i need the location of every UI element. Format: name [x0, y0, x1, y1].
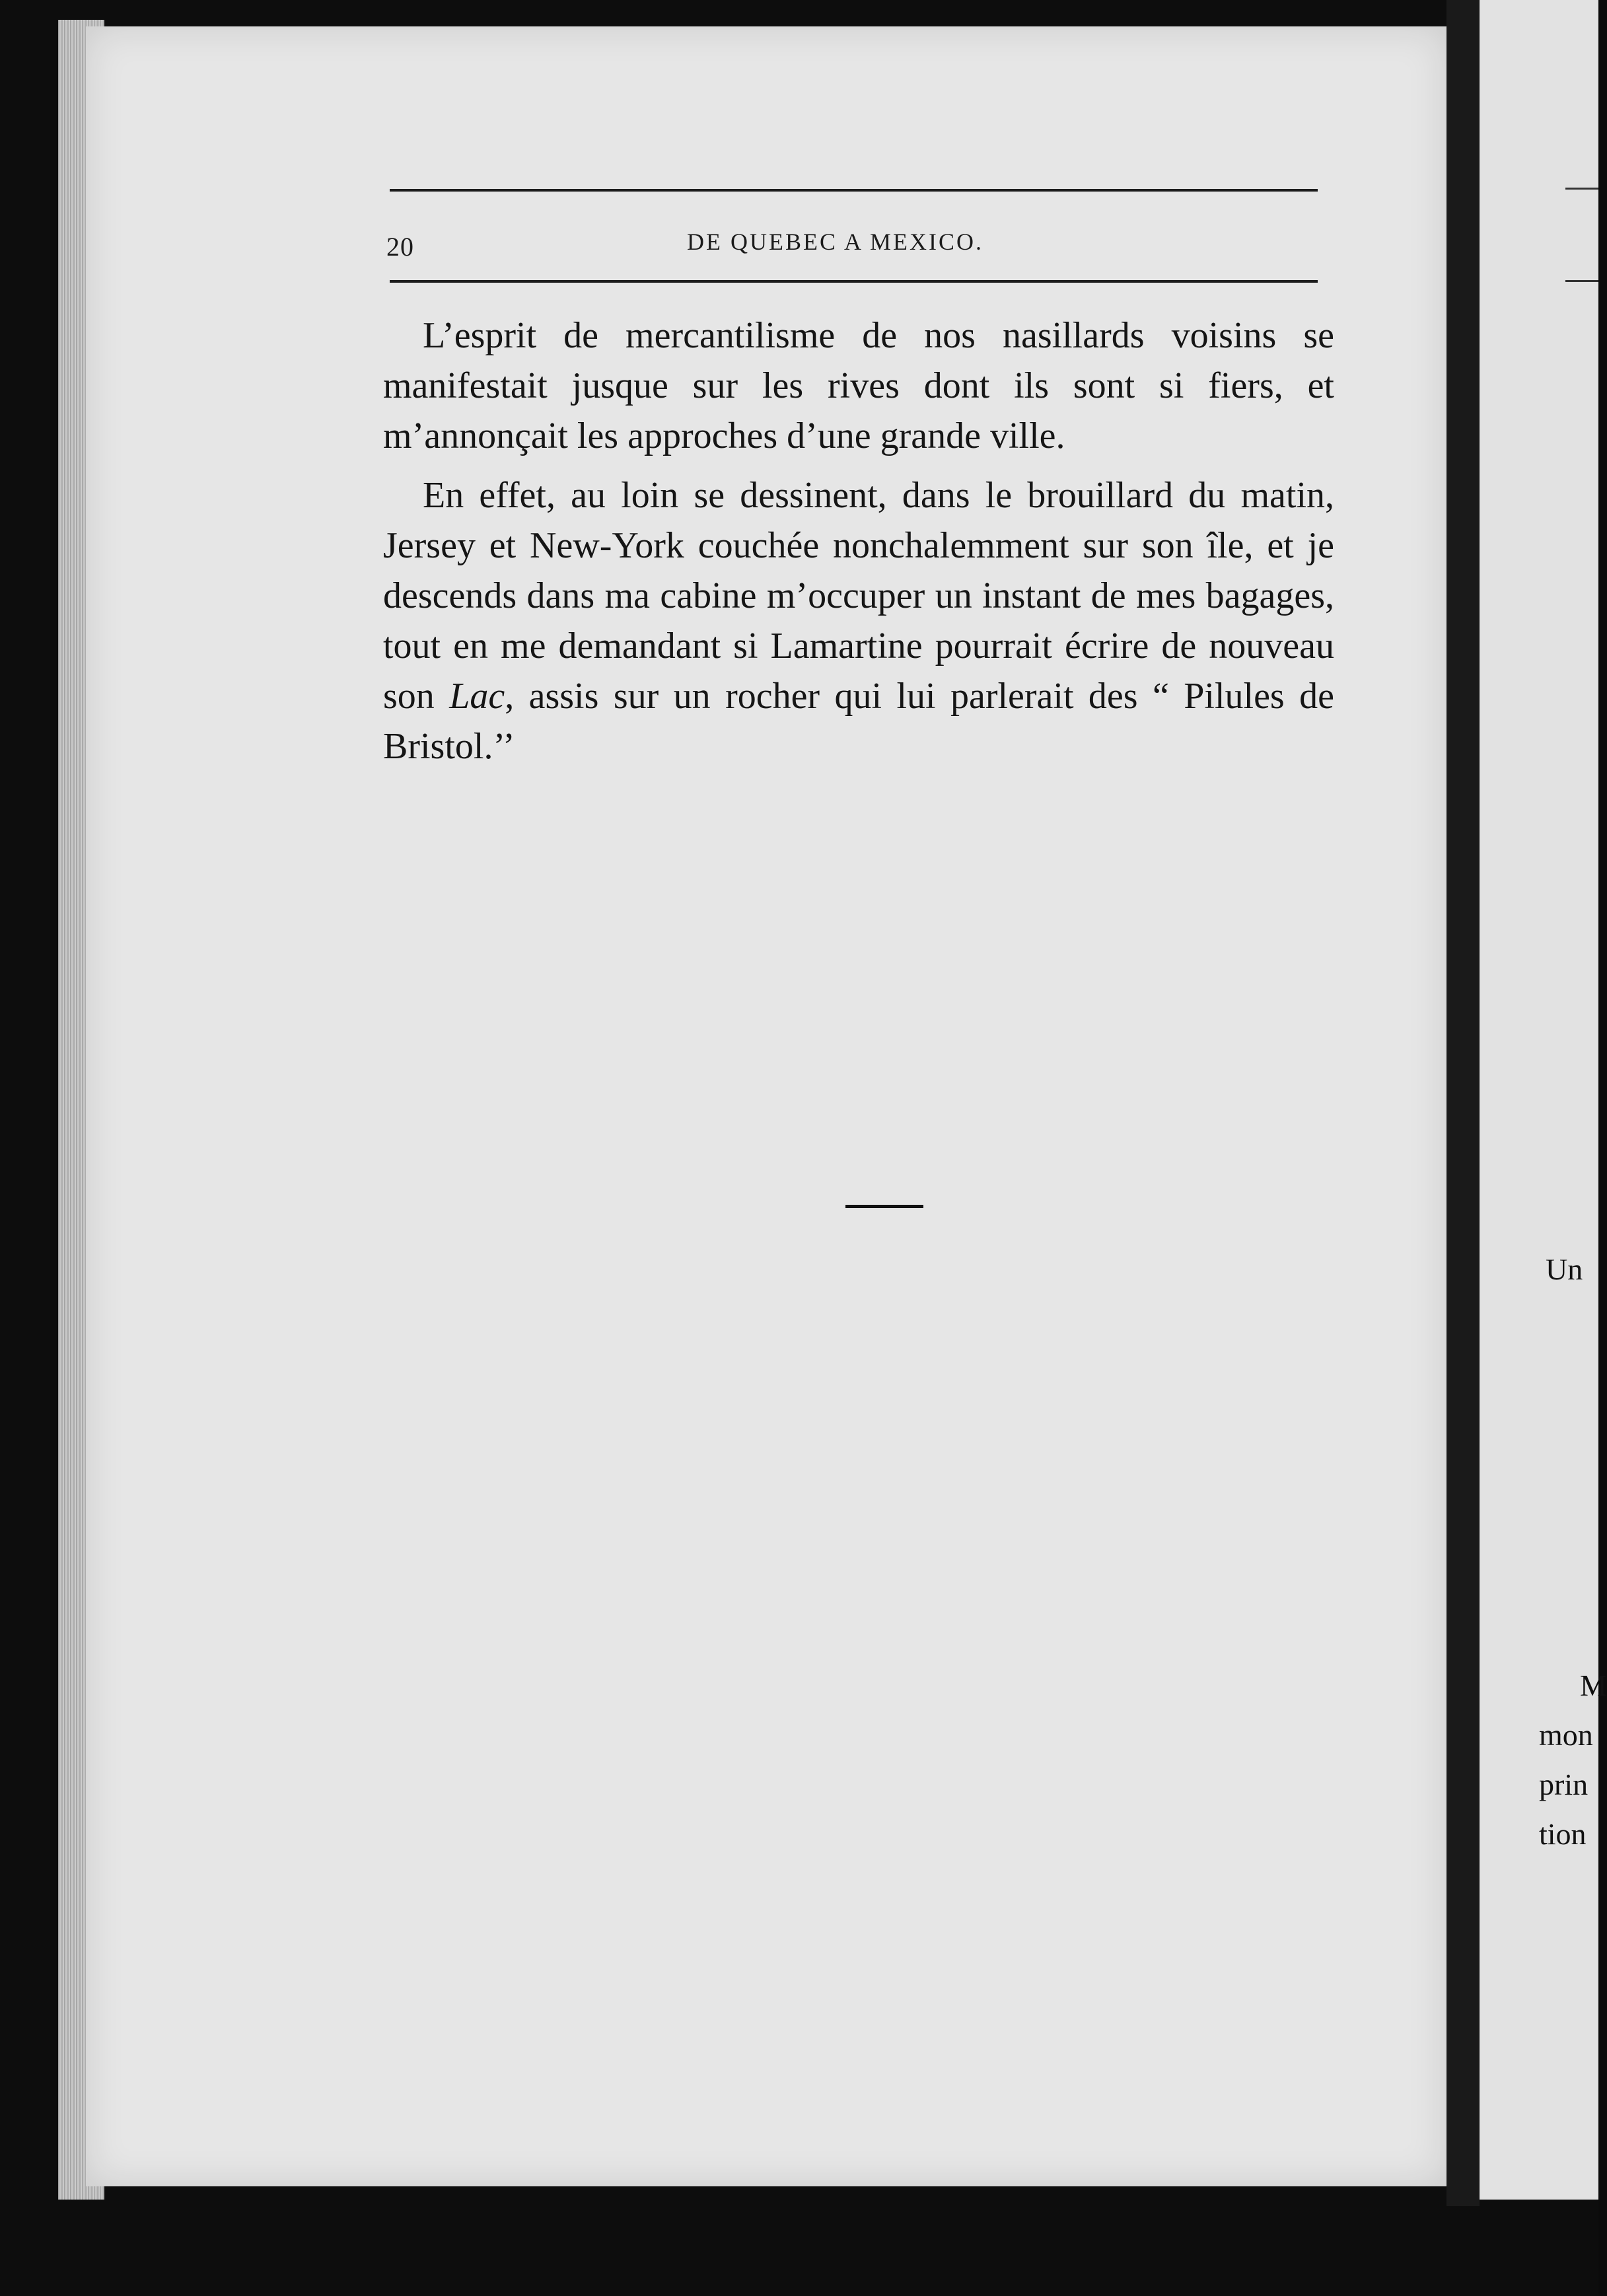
bleed-through-texture: [393, 819, 1338, 864]
facing-fragment-4: prin: [1539, 1768, 1589, 1801]
book-gutter: [1446, 0, 1480, 2206]
facing-fragment-1: Un: [1546, 1252, 1583, 1286]
facing-header-rule-top: [1565, 188, 1598, 190]
paragraph-1-text: L’esprit de mercantilisme de nos nasillards voisins se manifestait jusque sur les rives dont ils sont si fiers, et m’annonçait les approches d’une grande ville.: [383, 315, 1334, 456]
body-text: [383, 310, 1334, 781]
running-title: DE QUEBEC A MEXICO.: [687, 229, 984, 255]
facing-page: [1480, 0, 1598, 2200]
facing-fragment-5: tion: [1539, 1817, 1587, 1851]
header-bottom-rule: [390, 280, 1318, 283]
paragraph-2: [383, 470, 1334, 771]
paragraph-2-text-end: , assis sur un rocher qui lui parlerait des “ Pilules de Bristol.’’: [383, 676, 1334, 767]
section-divider: [845, 1205, 923, 1208]
facing-header-rule-bottom: [1565, 280, 1598, 282]
paragraph-1: [383, 310, 1334, 461]
facing-fragment-3: mon: [1539, 1718, 1593, 1752]
paragraph-2-italic-title: Lac: [449, 676, 505, 717]
page-number: 20: [386, 232, 414, 262]
paragraph-2-text-start: En effet, au loin se dessinent, dans le brouillard du matin, Jersey et New-York couchée nonchalemment sur son île, et je descends dans ma cabine m’occuper un instant de mes bagages, tout en me demandant si Lamartine pourrait écrire de nouveau son: [383, 475, 1334, 717]
facing-fragment-2: M: [1580, 1668, 1607, 1702]
header-top-rule: [390, 189, 1318, 192]
